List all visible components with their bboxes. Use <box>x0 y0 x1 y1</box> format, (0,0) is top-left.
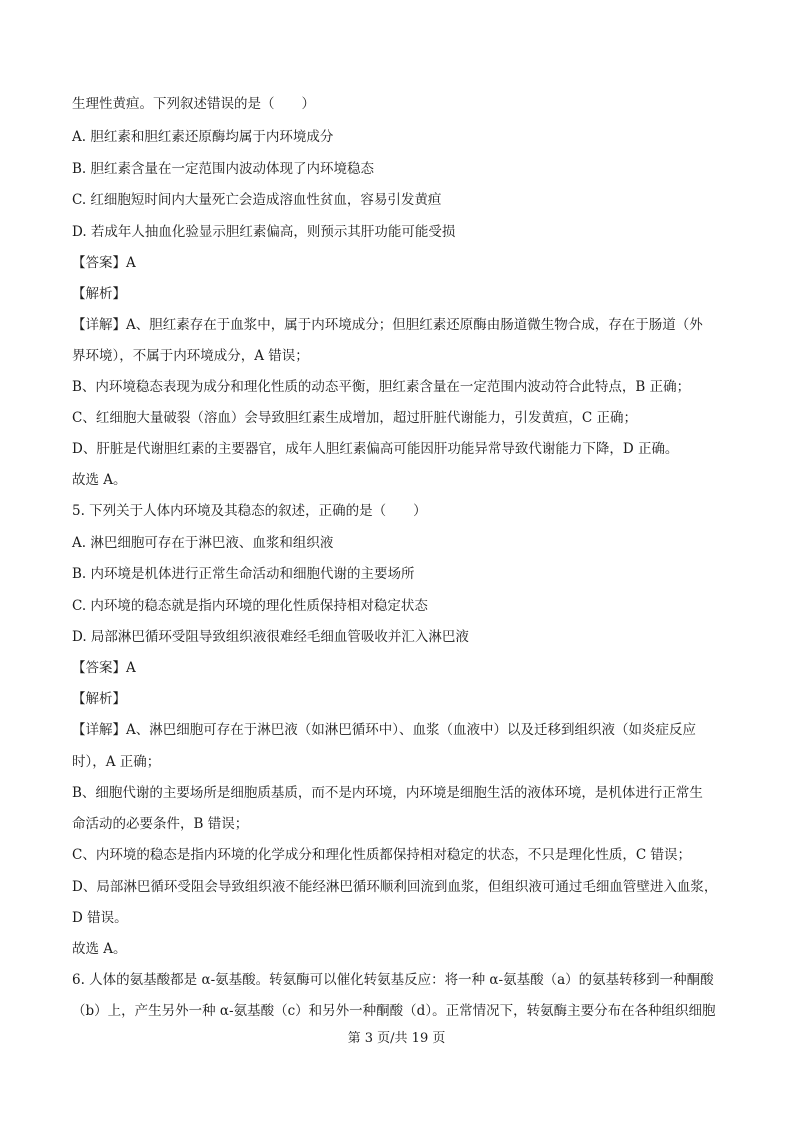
q4-stem-tail: 生理性黄疸。下列叙述错误的是（ ） <box>72 96 315 112</box>
q5-detail-line-6: D、局部淋巴循环受阻会导致组织液不能经淋巴循环顺利回流到血浆，但组织液可通过毛细血管壁进入血浆， <box>72 879 718 895</box>
q5-detail-line-2: 时），A 正确； <box>72 754 161 770</box>
q4-detail-line-4: C、红细胞大量破裂（溶血）会导致胆红素生成增加，超过肝脏代谢能力，引发黄疸，C 正确； <box>72 410 637 426</box>
q5-detail-line-3: B、细胞代谢的主要场所是细胞质基质，而不是内环境，内环境是细胞生活的液体环境，是机体进行正常生 <box>72 785 703 801</box>
q4-conclusion: 故选 A。 <box>72 472 127 488</box>
page-footer: 第 3 页/共 19 页 <box>347 1031 446 1046</box>
q5-analysis-label: 【解析】 <box>72 691 126 707</box>
q4-detail-line-5: D、肝脏是代谢胆红素的主要器官，成年人胆红素偏高可能因肝功能异常导致代谢能力下降，D 正确。 <box>72 441 679 457</box>
q4-option-b: B. 胆红素含量在一定范围内波动体现了内环境稳态 <box>72 161 375 177</box>
q4-detail-line-1: 【详解】A、胆红素存在于血浆中，属于内环境成分；但胆红素还原酶由肠道微生物合成，存在于肠道（外 <box>72 317 703 333</box>
q5-conclusion: 故选 A。 <box>72 941 127 957</box>
q5-option-c: C. 内环境的稳态就是指内环境的理化性质保持相对稳定状态 <box>72 598 428 614</box>
q4-detail-line-3: B、内环境稳态表现为成分和理化性质的动态平衡，胆红素含量在一定范围内波动符合此特点，B 正确； <box>72 379 691 395</box>
q4-answer: 【答案】A <box>72 255 136 271</box>
q5-option-b: B. 内环境是机体进行正常生命活动和细胞代谢的主要场所 <box>72 566 415 582</box>
q5-option-a: A. 淋巴细胞可存在于淋巴液、血浆和组织液 <box>72 535 334 551</box>
q5-detail-line-1: 【详解】A、淋巴细胞可存在于淋巴液（如淋巴循环中）、血浆（血液中）以及迁移到组织液（如炎症反应 <box>72 722 696 738</box>
q5-detail-line-7: D 错误。 <box>72 910 128 926</box>
q4-option-d: D. 若成年人抽血化验显示胆红素偏高，则预示其肝功能可能受损 <box>72 224 456 240</box>
q4-analysis-label: 【解析】 <box>72 286 126 302</box>
q4-option-c: C. 红细胞短时间内大量死亡会造成溶血性贫血，容易引发黄疸 <box>72 192 442 208</box>
q4-option-a: A. 胆红素和胆红素还原酶均属于内环境成分 <box>72 129 334 145</box>
q5-option-d: D. 局部淋巴循环受阻导致组织液很难经毛细血管吸收并汇入淋巴液 <box>72 629 469 645</box>
q5-answer: 【答案】A <box>72 660 136 676</box>
q5-stem: 5. 下列关于人体内环境及其稳态的叙述，正确的是（ ） <box>72 503 427 519</box>
q6-line-1: 6. 人体的氨基酸都是 α-氨基酸。转氨酶可以催化转氨基反应：将一种 α-氨基酸（a）的氨基转移到一种酮酸 <box>72 972 714 988</box>
q5-detail-line-4: 命活动的必要条件，B 错误； <box>72 816 249 832</box>
q6-line-2: （b）上，产生另外一种 α-氨基酸（c）和另外一种酮酸（d）。正常情况下，转氨酶主要分布在各种组织细胞 <box>72 1003 716 1019</box>
q4-detail-line-2: 界环境），不属于内环境成分，A 错误； <box>72 348 309 364</box>
q5-detail-line-5: C、内环境的稳态是指内环境的化学成分和理化性质都保持相对稳定的状态，不只是理化性质，C 错误； <box>72 847 691 863</box>
